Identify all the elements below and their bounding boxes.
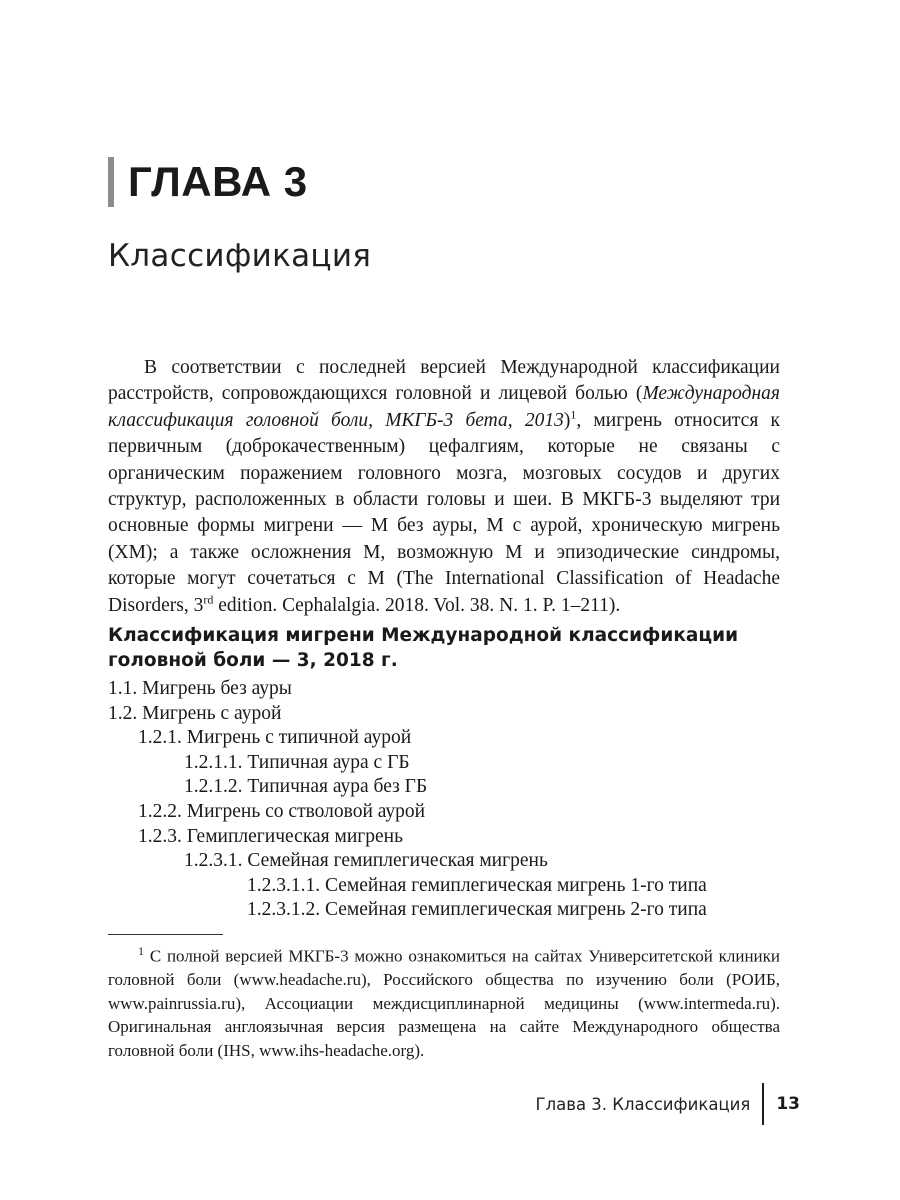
- list-item: 1.2.3. Гемиплегическая мигрень: [138, 825, 404, 847]
- ordinal-superscript: rd: [203, 592, 214, 607]
- intro-paragraph: [108, 355, 780, 619]
- list-item: 1.2.1.2. Типичная аура без ГБ: [184, 776, 428, 798]
- running-footer: [420, 1083, 800, 1125]
- list-item: 1.1. Мигрень без ауры: [108, 678, 292, 699]
- intro-italic-citation: Международная классификация головной боли, МКГБ-3 бета, 2013: [108, 383, 780, 431]
- list-item: 1.2.1.1. Типичная аура с ГБ: [184, 751, 410, 773]
- footnote: [108, 940, 780, 1062]
- classification-heading: Классификация мигрени Международной классификации головной боли — 3, 2018 г.: [108, 625, 739, 671]
- footnote-text: С полной версией МКГБ-3 можно ознакомиться на сайтах Университетской клиники головной боли (www.headache.ru), Российского общества по изучению боли (РОИБ, www.painrussia.ru), Ассоциации междисциплинарной медицины (www.intermeda.ru). Оригинальная англоязычная версия размещена на сайте Международного общества головной боли (IHS, www.ihs-headache.org).: [108, 946, 781, 1060]
- list-item: 1.2.3.1. Семейная гемиплегическая мигрень: [184, 850, 548, 872]
- intro-text-1: В соответствии с последней версией Международной классификации расстройств, сопровождающихся головной и лицевой болью (: [108, 357, 780, 405]
- list-item: 1.2. Мигрень с аурой: [108, 702, 282, 724]
- chapter-accent-bar: [108, 157, 114, 207]
- intro-text-4: edition. Cephalalgia. 2018. Vol. 38. N. 1. P. 1–211).: [213, 594, 621, 616]
- footnote-divider: [108, 934, 223, 935]
- list-item: 1.2.2. Мигрень со стволовой аурой: [138, 800, 426, 822]
- footnote-reference: 1: [570, 407, 577, 422]
- list-item: 1.2.1. Мигрень с типичной аурой: [138, 727, 412, 749]
- list-item: 1.2.3.1.2. Семейная гемиплегическая мигрень 2-го типа: [247, 899, 707, 921]
- list-item: 1.2.3.1.1. Семейная гемиплегическая мигрень 1-го типа: [247, 874, 707, 896]
- footer-divider: [762, 1083, 764, 1125]
- chapter-heading: [108, 157, 308, 207]
- chapter-subtitle: Классификация: [108, 238, 372, 274]
- intro-text-2: ): [563, 409, 571, 431]
- intro-text-3: , мигрень относится к первичным (доброкачественным) цефалгиям, которые не связаны с органическим поражением головного мозга, мозговых сосудов и других структур, расположенных в области головы и шеи. В МКГБ-3 выделяют три основные формы мигрени — М без ауры, М с аурой, хроническую мигрень (ХМ); а также осложнения М, возможную М и эпизодические синдромы, которые могут сочетаться с М (The International Classification of Headache Disorders, 3: [108, 409, 780, 616]
- page-number: 13: [776, 1094, 800, 1114]
- classification-list: [108, 677, 788, 923]
- footnote-marker: 1: [138, 944, 144, 958]
- running-title: Глава 3. Классификация: [535, 1094, 751, 1114]
- chapter-title: ГЛАВА 3: [128, 158, 308, 205]
